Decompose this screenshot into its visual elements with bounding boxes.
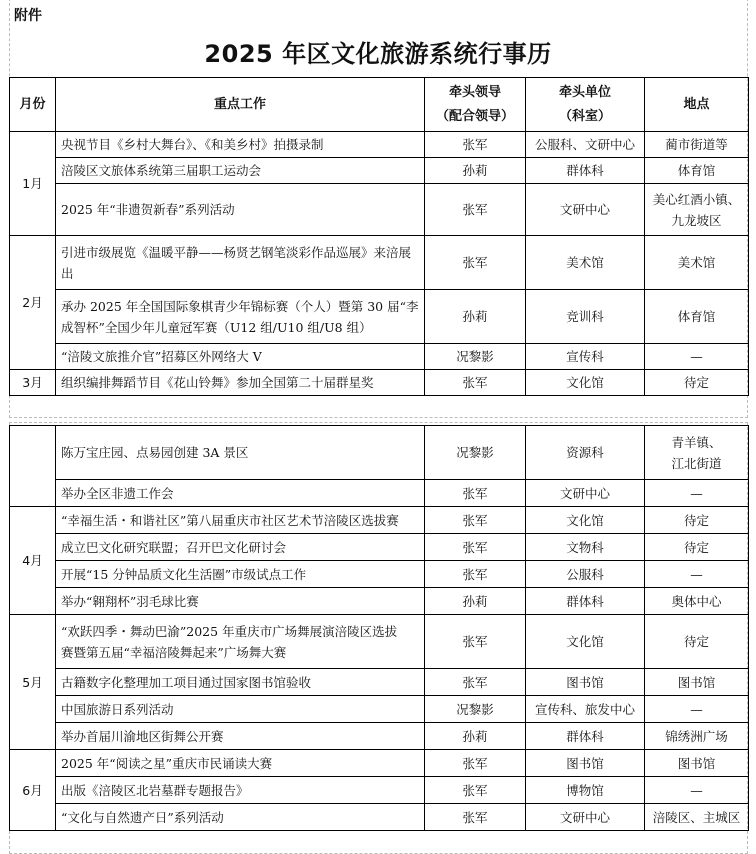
unit-cell: 宣传科 bbox=[526, 344, 645, 370]
unit-cell: 竞训科 bbox=[526, 290, 645, 344]
attachment-label: 附件 bbox=[14, 8, 42, 24]
leader-cell: 张军 bbox=[425, 615, 526, 669]
place-cell: 锦绣洲广场 bbox=[645, 723, 749, 750]
schedule-table-page-1 bbox=[9, 77, 749, 396]
place-cell: 图书馆 bbox=[645, 750, 749, 777]
table-row bbox=[10, 750, 749, 777]
unit-cell: 文研中心 bbox=[526, 480, 645, 507]
month-cell: 4月 bbox=[10, 507, 56, 615]
table-row bbox=[10, 696, 749, 723]
leader-cell: 张军 bbox=[425, 777, 526, 804]
place-cell: — bbox=[645, 344, 749, 370]
work-cell: 举办首届川渝地区街舞公开赛 bbox=[56, 723, 425, 750]
place-cell: 美术馆 bbox=[645, 236, 749, 290]
work-cell: 举办“翱翔杯”羽毛球比赛 bbox=[56, 588, 425, 615]
table-row bbox=[10, 184, 749, 236]
leader-cell: 孙莉 bbox=[425, 290, 526, 344]
table-row bbox=[10, 804, 749, 831]
month-cell: 3月 bbox=[10, 370, 56, 396]
place-cell: — bbox=[645, 480, 749, 507]
unit-cell: 图书馆 bbox=[526, 750, 645, 777]
header-unit-line1: 牵头单位 bbox=[558, 84, 611, 100]
work-cell bbox=[56, 290, 425, 344]
table-row bbox=[10, 723, 749, 750]
work-cell: 成立巴文化研究联盟；召开巴文化研讨会 bbox=[56, 534, 425, 561]
work-cell bbox=[56, 236, 425, 290]
unit-cell: 美术馆 bbox=[526, 236, 645, 290]
unit-cell: 公服科、文研中心 bbox=[526, 132, 645, 158]
place-cell: 蔺市街道等 bbox=[645, 132, 749, 158]
leader-cell: 张军 bbox=[425, 480, 526, 507]
table-row bbox=[10, 615, 749, 669]
place-cell: 待定 bbox=[645, 370, 749, 396]
header-place: 地点 bbox=[645, 78, 749, 132]
work-cell: 组织编排舞蹈节目《花山铃舞》参加全国第二十届群星奖 bbox=[56, 370, 425, 396]
table-row bbox=[10, 236, 749, 290]
schedule-table-page-2 bbox=[9, 425, 749, 831]
header-leader bbox=[425, 78, 526, 132]
unit-cell: 资源科 bbox=[526, 426, 645, 480]
cell-line: 江北街道 bbox=[671, 455, 722, 471]
leader-cell: 张军 bbox=[425, 184, 526, 236]
work-cell: 举办全区非遗工作会 bbox=[56, 480, 425, 507]
leader-cell: 张军 bbox=[425, 561, 526, 588]
work-cell: 涪陵区文旅体系统第三届职工运动会 bbox=[56, 158, 425, 184]
cell-line: 承办 2025 年全国国际象棋青少年锦标赛（个人）暨第 30 届“李 bbox=[61, 298, 419, 314]
unit-cell: 博物馆 bbox=[526, 777, 645, 804]
table-row bbox=[10, 132, 749, 158]
table-row bbox=[10, 480, 749, 507]
work-cell: “幸福生活・和谐社区”第八届重庆市社区艺术节涪陵区选拔赛 bbox=[56, 507, 425, 534]
work-cell bbox=[56, 615, 425, 669]
place-cell bbox=[645, 184, 749, 236]
place-cell: 待定 bbox=[645, 534, 749, 561]
table-row bbox=[10, 561, 749, 588]
place-cell: — bbox=[645, 561, 749, 588]
header-unit bbox=[526, 78, 645, 132]
month-cell bbox=[10, 426, 56, 507]
work-cell: “涪陵文旅推介官”招募区外网络大 V bbox=[56, 344, 425, 370]
leader-cell: 张军 bbox=[425, 236, 526, 290]
work-cell: 出版《涪陵区北岩墓群专题报告》 bbox=[56, 777, 425, 804]
unit-cell: 宣传科、旅发中心 bbox=[526, 696, 645, 723]
leader-cell: 况黎影 bbox=[425, 696, 526, 723]
unit-cell: 文研中心 bbox=[526, 184, 645, 236]
unit-cell: 群体科 bbox=[526, 723, 645, 750]
month-cell: 1月 bbox=[10, 132, 56, 236]
cell-line: 引进市级展览《温暖平静——杨贤艺钢笔淡彩作品巡展》来涪展 bbox=[61, 244, 412, 260]
cell-line: 出 bbox=[61, 265, 74, 281]
table-header-row bbox=[10, 78, 749, 132]
leader-cell: 孙莉 bbox=[425, 588, 526, 615]
unit-cell: 公服科 bbox=[526, 561, 645, 588]
place-cell bbox=[645, 426, 749, 480]
place-cell: 待定 bbox=[645, 615, 749, 669]
table-row bbox=[10, 588, 749, 615]
unit-cell: 文化馆 bbox=[526, 615, 645, 669]
cell-line: “欢跃四季・舞动巴渝”2025 年重庆市广场舞展演涪陵区选拔 bbox=[61, 623, 398, 639]
place-cell: — bbox=[645, 777, 749, 804]
unit-cell: 文物科 bbox=[526, 534, 645, 561]
place-cell: 待定 bbox=[645, 507, 749, 534]
leader-cell: 张军 bbox=[425, 132, 526, 158]
cell-line: 九龙坡区 bbox=[671, 212, 722, 228]
table-row bbox=[10, 507, 749, 534]
work-cell: 开展“15 分钟品质文化生活圈”市级试点工作 bbox=[56, 561, 425, 588]
work-cell: 陈万宝庄园、点易园创建 3A 景区 bbox=[56, 426, 425, 480]
leader-cell: 况黎影 bbox=[425, 344, 526, 370]
place-cell: — bbox=[645, 696, 749, 723]
month-cell: 5月 bbox=[10, 615, 56, 750]
unit-cell: 文化馆 bbox=[526, 370, 645, 396]
leader-cell: 孙莉 bbox=[425, 158, 526, 184]
header-leader-line2: （配合领导） bbox=[435, 108, 514, 124]
cell-line: 美心红酒小镇、 bbox=[652, 191, 741, 207]
work-cell: 2025 年“阅读之星”重庆市民诵读大赛 bbox=[56, 750, 425, 777]
leader-cell: 张军 bbox=[425, 507, 526, 534]
cell-line: 青羊镇、 bbox=[671, 434, 722, 450]
work-cell: 古籍数字化整理加工项目通过国家图书馆验收 bbox=[56, 669, 425, 696]
header-unit-line2: （科室） bbox=[558, 108, 611, 124]
work-cell: 央视节目《乡村大舞台》、《和美乡村》拍摄录制 bbox=[56, 132, 425, 158]
month-cell: 2月 bbox=[10, 236, 56, 370]
header-leader-line1: 牵头领导 bbox=[448, 84, 501, 100]
leader-cell: 张军 bbox=[425, 370, 526, 396]
table-row bbox=[10, 344, 749, 370]
place-cell: 体育馆 bbox=[645, 158, 749, 184]
cell-line: 成智杯”全国少年儿童冠军赛（U12 组/U10 组/U8 组） bbox=[61, 319, 372, 335]
work-cell: 中国旅游日系列活动 bbox=[56, 696, 425, 723]
month-cell: 6月 bbox=[10, 750, 56, 831]
table-row bbox=[10, 669, 749, 696]
table-row bbox=[10, 534, 749, 561]
table-row bbox=[10, 158, 749, 184]
table-row bbox=[10, 290, 749, 344]
leader-cell: 张军 bbox=[425, 804, 526, 831]
cell-line: 赛暨第五届“幸福涪陵舞起来”广场舞大赛 bbox=[61, 644, 287, 660]
table-row bbox=[10, 426, 749, 480]
page-title: 2025 年区文化旅游系统行事历 bbox=[204, 40, 552, 68]
table-row bbox=[10, 370, 749, 396]
leader-cell: 张军 bbox=[425, 534, 526, 561]
unit-cell: 文化馆 bbox=[526, 507, 645, 534]
work-cell: 2025 年“非遗贺新春”系列活动 bbox=[56, 184, 425, 236]
leader-cell: 张军 bbox=[425, 750, 526, 777]
place-cell: 涪陵区、主城区 bbox=[645, 804, 749, 831]
place-cell: 图书馆 bbox=[645, 669, 749, 696]
work-cell: “文化与自然遗产日”系列活动 bbox=[56, 804, 425, 831]
unit-cell: 文研中心 bbox=[526, 804, 645, 831]
leader-cell: 况黎影 bbox=[425, 426, 526, 480]
leader-cell: 孙莉 bbox=[425, 723, 526, 750]
unit-cell: 群体科 bbox=[526, 158, 645, 184]
header-work: 重点工作 bbox=[56, 78, 425, 132]
place-cell: 奥体中心 bbox=[645, 588, 749, 615]
unit-cell: 图书馆 bbox=[526, 669, 645, 696]
header-month: 月份 bbox=[10, 78, 56, 132]
table-row bbox=[10, 777, 749, 804]
place-cell: 体育馆 bbox=[645, 290, 749, 344]
leader-cell: 张军 bbox=[425, 669, 526, 696]
unit-cell: 群体科 bbox=[526, 588, 645, 615]
